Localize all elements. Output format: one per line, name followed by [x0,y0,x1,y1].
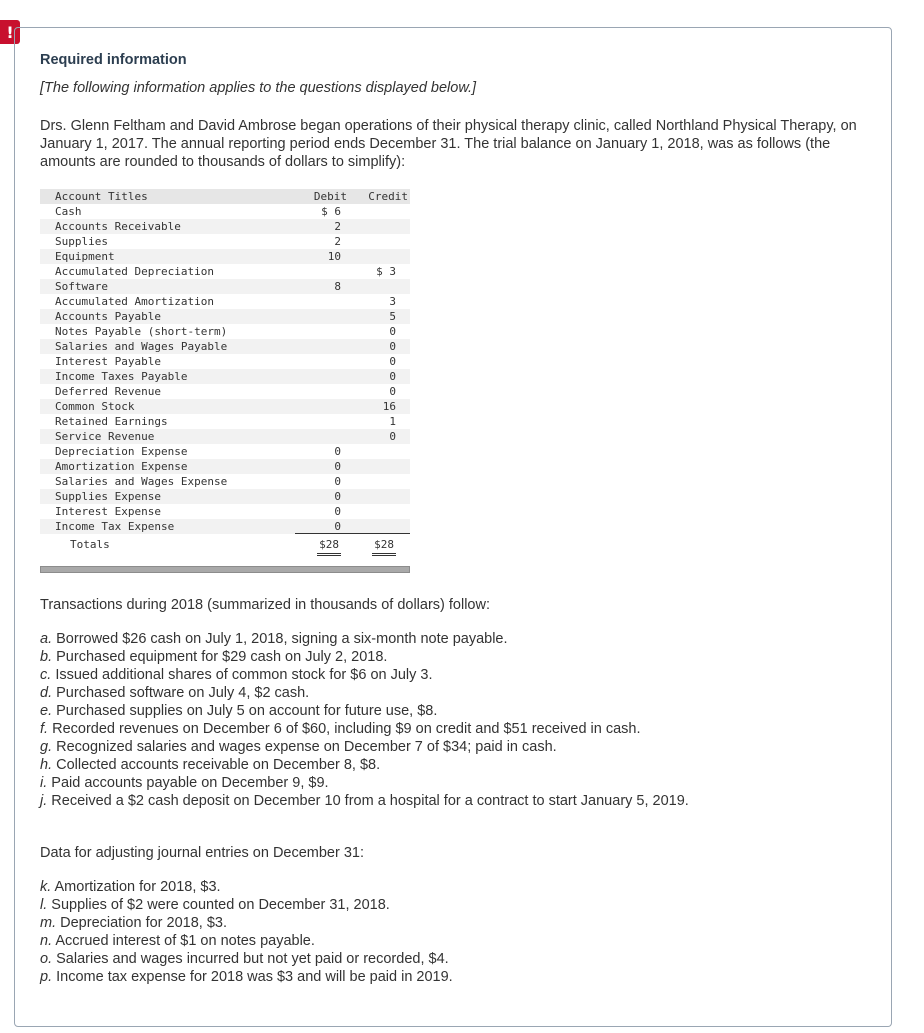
totals-row [40,534,410,556]
account-title: Common Stock [55,400,135,413]
account-title: Accounts Receivable [55,220,181,233]
list-item [40,792,689,810]
item-text: Recorded revenues on December 6 of $60, including $9 on credit and $51 received in cash. [52,721,641,737]
item-letter: g. [40,739,53,755]
credit-amount [355,219,410,234]
transactions-heading: Transactions during 2018 (summarized in thousands of dollars) follow: [40,597,490,613]
item-letter: n. [40,933,53,949]
debit-amount: $ 6 [321,205,341,218]
item-letter: l. [40,897,48,913]
account-title: Service Revenue [55,430,155,443]
item-text: Depreciation for 2018, $3. [60,915,227,931]
credit-amount [355,459,410,474]
item-text: Purchased software on July 4, $2 cash. [56,685,310,701]
debit-amount: 0 [334,475,341,488]
account-title: Income Taxes Payable [55,370,188,383]
credit-amount: 0 [389,325,396,338]
table-row [40,339,410,354]
list-item [40,648,689,666]
adjustments-heading: Data for adjusting journal entries on December 31: [40,845,365,861]
item-text: Purchased equipment for $29 cash on July 2, 2018. [56,649,388,665]
list-item [40,932,453,950]
debit-amount: 0 [334,505,341,518]
credit-amount: 0 [389,430,396,443]
table-row [40,249,410,264]
credit-amount: 16 [382,400,396,413]
account-title: Notes Payable (short-term) [55,325,228,338]
debit-amount [295,414,355,429]
debit-amount [295,339,355,354]
debit-amount: 0 [334,490,341,503]
item-text: Issued additional shares of common stock for $6 on July 3. [55,667,433,683]
credit-amount: 0 [389,385,396,398]
debit-amount [295,429,355,444]
applies-note: [The following information applies to the questions displayed below.] [40,80,477,96]
item-text: Borrowed $26 cash on July 1, 2018, signing a six-month note payable. [56,631,508,647]
table-header-row [40,189,410,204]
transactions-list [40,630,689,810]
item-text: Recognized salaries and wages expense on December 7 of $34; paid in cash. [56,739,557,755]
list-item [40,738,689,756]
account-title: Interest Payable [55,355,161,368]
table-row [40,264,410,279]
item-text: Purchased supplies on July 5 on account for future use, $8. [56,703,438,719]
trial-balance-table [40,189,410,556]
item-letter: f. [40,721,49,737]
credit-amount: 3 [389,295,396,308]
credit-amount: 0 [389,355,396,368]
credit-amount [355,234,410,249]
list-item [40,756,689,774]
item-letter: d. [40,685,53,701]
table-row [40,444,410,459]
item-text: Income tax expense for 2018 was $3 and will be paid in 2019. [56,969,453,985]
list-item [40,896,453,914]
debit-amount [295,309,355,324]
table-row [40,324,410,339]
horizontal-scrollbar[interactable] [40,566,410,573]
item-letter: p. [40,969,53,985]
item-text: Amortization for 2018, $3. [54,879,221,895]
list-item [40,914,453,932]
debit-amount [295,324,355,339]
table-row [40,414,410,429]
list-item [40,774,689,792]
table-row [40,219,410,234]
account-title: Supplies Expense [55,490,161,503]
table-row [40,294,410,309]
account-title: Software [55,280,108,293]
account-title: Equipment [55,250,115,263]
table-row [40,459,410,474]
required-information-title: Required information [40,52,187,68]
list-item [40,702,689,720]
table-row [40,234,410,249]
credit-amount [355,279,410,294]
list-item [40,720,689,738]
debit-amount [295,294,355,309]
table-row [40,489,410,504]
debit-amount: 8 [334,280,341,293]
account-title: Accumulated Depreciation [55,265,214,278]
credit-amount [355,444,410,459]
intro-paragraph: Drs. Glenn Feltham and David Ambrose began operations of their physical therapy clinic, called Northland Physical Therapy, on January 1, 2017. The annual reporting period ends December 31. The trial balance on January 1, 2018, was as follows (the amounts are rounded to thousands of dollars to simplify): [40,118,857,170]
totals-credit-cell [355,534,410,556]
account-titles-header: Account Titles [55,190,148,203]
item-letter: i. [40,775,48,791]
list-item [40,950,453,968]
item-text: Paid accounts payable on December 9, $9. [51,775,329,791]
credit-amount [355,519,410,534]
account-title: Cash [55,205,82,218]
item-letter: e. [40,703,53,719]
table-row [40,309,410,324]
list-item [40,630,689,648]
debit-amount [295,399,355,414]
debit-header: Debit [313,190,347,203]
item-text: Accrued interest of $1 on notes payable. [55,933,315,949]
account-title: Retained Earnings [55,415,168,428]
item-letter: o. [40,951,53,967]
debit-amount [295,369,355,384]
totals-debit: $28 [317,537,341,556]
credit-amount: $ 3 [376,265,396,278]
item-letter: h. [40,757,53,773]
table-row [40,429,410,444]
list-item [40,968,453,986]
debit-amount: 0 [295,519,355,534]
credit-amount [355,474,410,489]
credit-amount [355,249,410,264]
totals-label: Totals [70,538,110,551]
item-letter: b. [40,649,53,665]
item-letter: c. [40,667,52,683]
debit-amount [295,264,355,279]
adjustments-list [40,878,453,986]
credit-header: Credit [368,190,408,203]
debit-amount [295,384,355,399]
credit-amount [355,504,410,519]
credit-amount: 0 [389,340,396,353]
alert-icon: ! [0,20,20,44]
account-title: Amortization Expense [55,460,188,473]
credit-amount: 0 [389,370,396,383]
credit-amount [355,204,410,219]
table-row [40,399,410,414]
debit-amount: 0 [334,460,341,473]
item-text: Collected accounts receivable on December 8, $8. [56,757,381,773]
item-letter: j. [40,793,48,809]
debit-amount: 2 [334,235,341,248]
account-title: Accounts Payable [55,310,161,323]
list-item [40,684,689,702]
item-letter: k. [40,879,52,895]
account-title: Accumulated Amortization [55,295,214,308]
item-text: Salaries and wages incurred but not yet paid or recorded, $4. [56,951,449,967]
account-title: Salaries and Wages Payable [55,340,228,353]
table-row [40,354,410,369]
account-title: Deferred Revenue [55,385,161,398]
table-row [40,279,410,294]
item-text: Received a $2 cash deposit on December 10 from a hospital for a contract to start January 5, 2019. [51,793,689,809]
account-title: Supplies [55,235,108,248]
table-row [40,519,410,534]
totals-debit-cell [295,534,355,556]
item-text: Supplies of $2 were counted on December 31, 2018. [51,897,390,913]
totals-credit: $28 [372,537,396,556]
account-title: Interest Expense [55,505,161,518]
debit-amount [295,354,355,369]
table-row [40,369,410,384]
table-row [40,504,410,519]
table-row [40,474,410,489]
item-letter: m. [40,915,57,931]
debit-amount: 2 [334,220,341,233]
list-item [40,666,689,684]
credit-amount: 1 [389,415,396,428]
debit-amount: 10 [327,250,341,263]
table-row [40,204,410,219]
table-row [40,384,410,399]
account-title: Depreciation Expense [55,445,188,458]
credit-amount: 5 [389,310,396,323]
account-title: Salaries and Wages Expense [55,475,228,488]
account-title: Income Tax Expense [55,520,175,533]
item-letter: a. [40,631,53,647]
list-item [40,878,453,896]
credit-amount [355,489,410,504]
debit-amount: 0 [334,445,341,458]
